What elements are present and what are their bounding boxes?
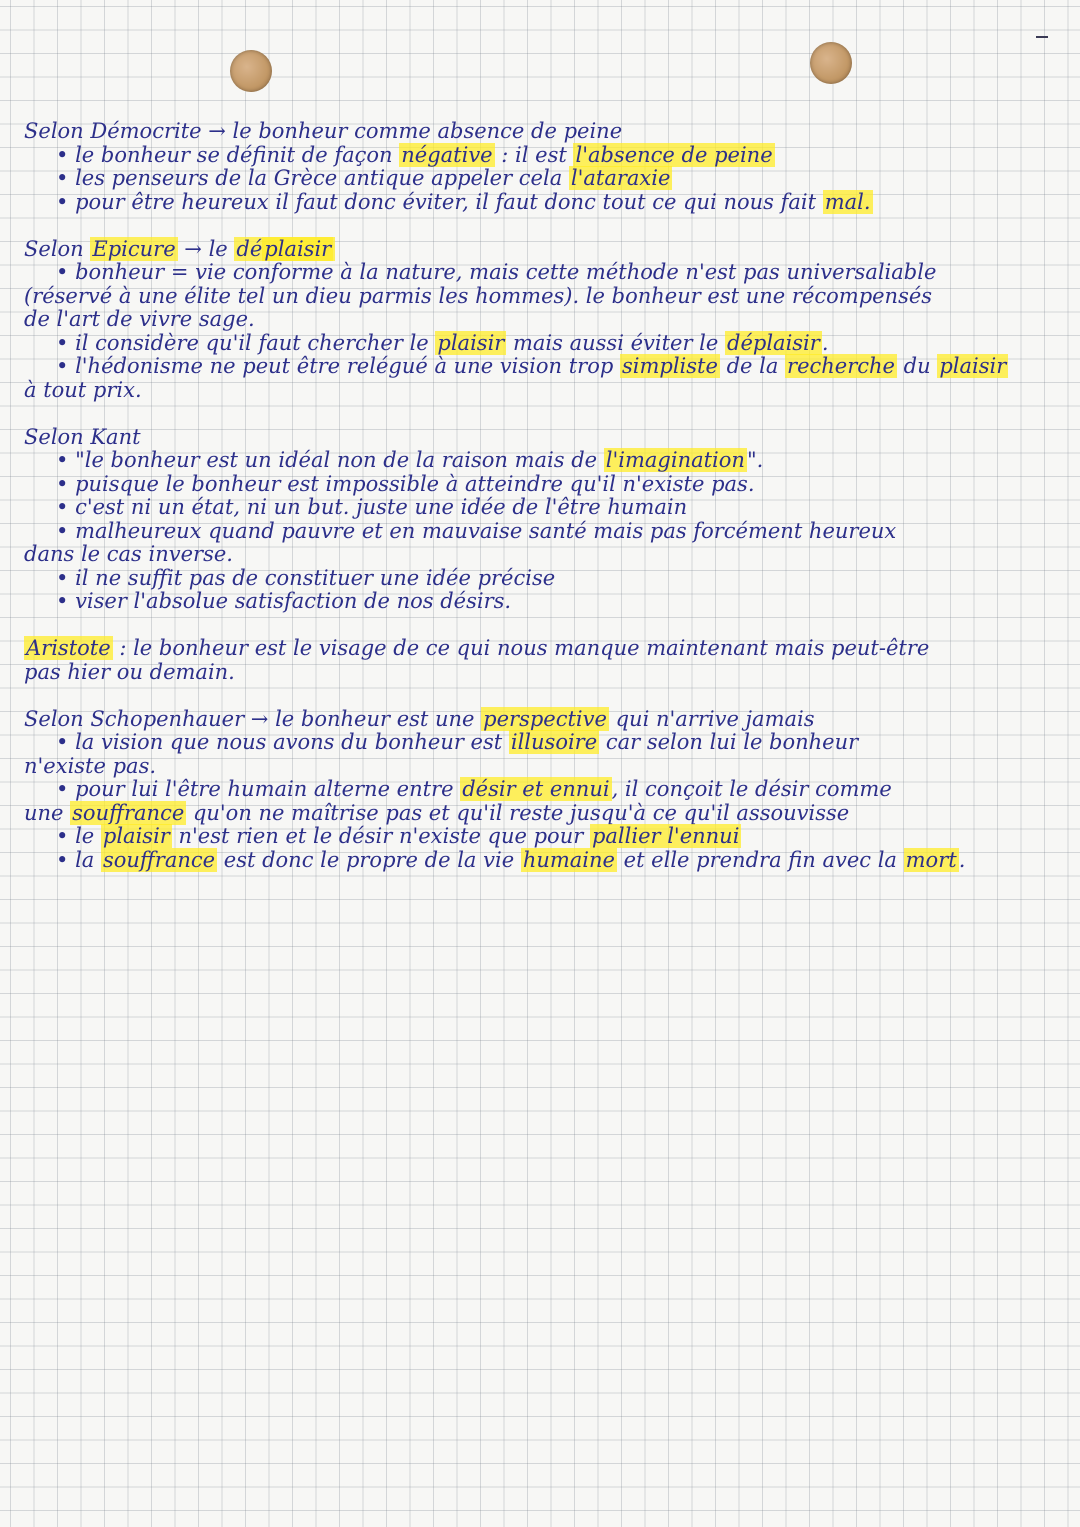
highlight-mark: simpliste [621, 354, 718, 378]
continuation-line: pas hier ou demain. [24, 659, 235, 684]
continuation-line: n'existe pas. [24, 753, 157, 778]
bullet-line: • le bonheur se définit de façon négative : il est l'absence de peine [24, 144, 1054, 168]
bullet-line: • puisque le bonheur est impossible à atteindre qu'il n'existe pas. [24, 473, 1054, 497]
section-heading: Selon Schopenhauer → le bonheur est une perspective qui n'arrive jamais [24, 706, 815, 731]
highlight-mark: recherche [787, 354, 895, 378]
highlight-mark: Epicure [92, 236, 176, 261]
note-section [24, 120, 1054, 214]
bullet-line: • viser l'absolue satisfaction de nos désirs. [24, 590, 1054, 614]
highlight-mark: plaisir [437, 330, 505, 355]
highlight-mark: plaisir [939, 354, 1007, 378]
section-heading: Selon Démocrite → le bonheur comme absence de peine [24, 119, 623, 143]
continuation-line: (réservé à une élite tel un dieu parmis les hommes). le bonheur est une récompensés [24, 283, 933, 308]
highlight-mark: désir et ennui [462, 777, 610, 801]
highlight-mark: l'absence de peine [575, 142, 773, 167]
highlight-mark: pallier l'ennui [591, 824, 740, 848]
bullet-line: • la vision que nous avons du bonheur est illusoire car selon lui le bonheur [24, 731, 1054, 755]
continuation-line: une souffrance qu'on ne maîtrise pas et qu'il reste jusqu'à ce qu'il assouvisse [24, 800, 850, 825]
bullet-line: • le plaisir n'est rien et le désir n'existe que pour pallier l'ennui [24, 825, 1054, 849]
highlight-mark: déplaisir [234, 237, 335, 261]
highlight-mark: souffrance [72, 800, 185, 825]
bullet-line: • "le bonheur est un idéal non de la raison mais de l'imagination". [24, 449, 1054, 473]
note-section [24, 426, 1054, 614]
punch-hole-right [810, 42, 852, 84]
bullet-line: • les penseurs de la Grèce antique appeler cela l'ataraxie [24, 167, 1054, 191]
highlight-mark: mal. [824, 189, 871, 214]
highlight-mark: souffrance [102, 847, 216, 872]
continuation-line: de l'art de vivre sage. [24, 307, 255, 331]
highlight-mark: déplaisir [727, 330, 820, 355]
highlight-mark: plaisir [102, 824, 170, 848]
continuation-line: à tout prix. [24, 377, 142, 402]
highlight-mark: négative [401, 142, 493, 167]
bullet-line: • pour lui l'être humain alterne entre désir et ennui, il conçoit le désir comme [24, 778, 1054, 802]
highlight-mark: l'imagination [605, 448, 745, 472]
section-heading: Selon Epicure → le déplaisir [24, 238, 1054, 262]
corner-mark [1036, 36, 1048, 38]
highlight-mark: plaisir [264, 236, 332, 261]
note-section [24, 708, 1054, 873]
section-heading: Aristote : le bonheur est le visage de ce qui nous manque maintenant mais peut-être [26, 636, 930, 660]
note-section [24, 637, 1054, 684]
bullet-line: • il considère qu'il faut chercher le plaisir mais aussi éviter le déplaisir. [24, 332, 1054, 356]
highlight-mark: l'ataraxie [570, 166, 671, 190]
bullet-line: • la souffrance est donc le propre de la vie humaine et elle prendra fin avec la mort. [24, 849, 1054, 873]
note-section [24, 238, 1054, 403]
handwritten-notes [24, 120, 1054, 896]
section-heading: Selon Kant [24, 424, 141, 449]
highlight-mark: perspective [483, 706, 607, 731]
bullet-line: • c'est ni un état, ni un but. juste une idée de l'être humain [24, 496, 1054, 520]
continuation-line: dans le cas inverse. [24, 542, 233, 566]
bullet-line: • il ne suffit pas de constituer une idée précise [24, 567, 1054, 591]
bullet-line: • pour être heureux il faut donc éviter, il faut donc tout ce qui nous fait mal. [24, 191, 1054, 215]
bullet-line: • malheureux quand pauvre et en mauvaise santé mais pas forcément heureux [24, 520, 1054, 544]
bullet-line: • bonheur = vie conforme à la nature, mais cette méthode n'est pas universaliable [24, 261, 1054, 285]
highlight-mark: Aristote [26, 636, 111, 660]
punch-hole-left [230, 50, 272, 92]
highlight-mark: mort [905, 847, 957, 872]
highlight-mark: humaine [522, 847, 615, 872]
bullet-line: • l'hédonisme ne peut être relégué à une vision trop simpliste de la recherche du plaisir [24, 355, 1054, 379]
highlight-mark: illusoire [510, 730, 598, 754]
